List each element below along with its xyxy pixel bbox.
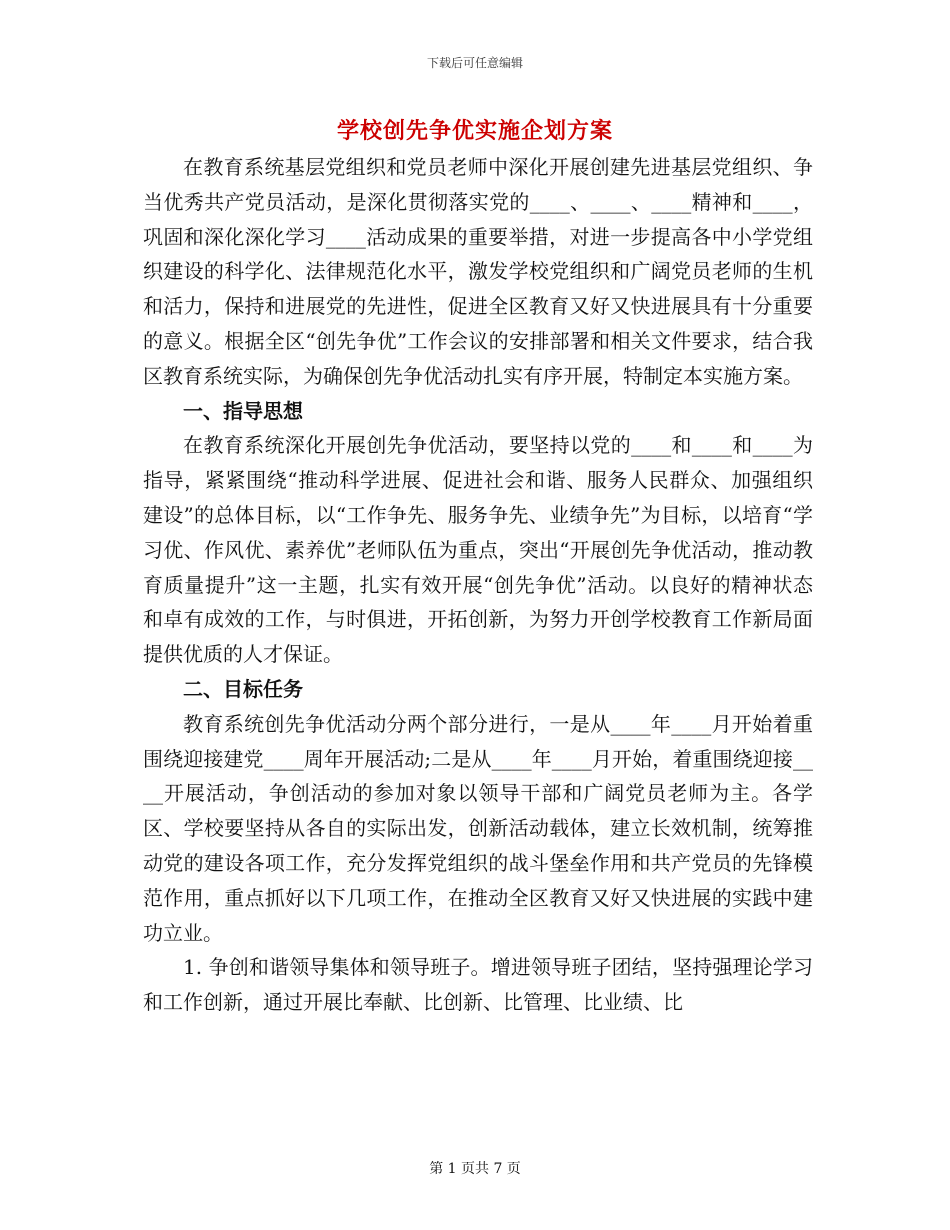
document-title: 学校创先争优实施企划方案 <box>336 118 613 144</box>
section-body-goals-tasks: 教育系统创先争优活动分两个部分进行，一是从____年____月开始着重围绕迎接建党____周年开展活动;二是从____年____月开始，着重围绕迎接____开展活动，争创活动的参加对象以领导干部和广阔党员老师为主。各学区、学校要坚持从各自的实际出发，创新活动载体，建立长效机制，统筹推动党的建设各项工作，充分发挥党组织的战斗堡垒作用和共产党员的先锋模范作用，重点抓好以下几项工作，在推动全区教育又好又快进展的实践中建功立业。 <box>143 711 813 945</box>
list-item-1: 1. 争创和谐领导集体和领导班子。增进领导班子团结，坚持强理论学习和工作创新，通过开展比奉献、比创新、比管理、比业绩、比 <box>143 955 813 1015</box>
header-note: 下载后可任意编辑 <box>426 56 523 70</box>
section-body-guiding-ideology: 在教育系统深化开展创先争优活动，要坚持以党的____和____和____为指导，紧紧围绕“推动科学进展、促进社会和谐、服务人民群众、加强组织建设”的总体目标，以“工作争先、服务争先、业绩争先”为目标，以培育“学习优、作风优、素养优”老师队伍为重点，突出“开展创先争优活动，推动教育质量提升”这一主题，扎实有效开展“创先争优”活动。以良好的精神状态和卓有成效的工作，与时俱进，开拓创新，为努力开创学校教育工作新局面提供优质的人才保证。 <box>143 433 813 667</box>
document-body <box>143 150 813 1020</box>
section-heading-guiding-ideology: 一、指导思想 <box>183 398 303 423</box>
section-heading-goals-tasks: 二、目标任务 <box>183 676 303 701</box>
page-number: 第 1 页共 7 页 <box>429 1161 521 1177</box>
intro-paragraph: 在教育系统基层党组织和党员老师中深化开展创建先进基层党组织、争当优秀共产党员活动，是深化贯彻落实党的____、____、____精神和____，巩固和深化深化学习____活动成果的重要举措，对进一步提高各中小学党组织建设的科学化、法律规范化水平，激发学校党组织和广阔党员老师的生机和活力，保持和进展党的先进性，促进全区教育又好又快进展具有十分重要的意义。根据全区“创先争优”工作会议的安排部署和相关文件要求，结合我区教育系统实际，为确保创先争优活动扎实有序开展，特制定本实施方案。 <box>143 155 813 388</box>
